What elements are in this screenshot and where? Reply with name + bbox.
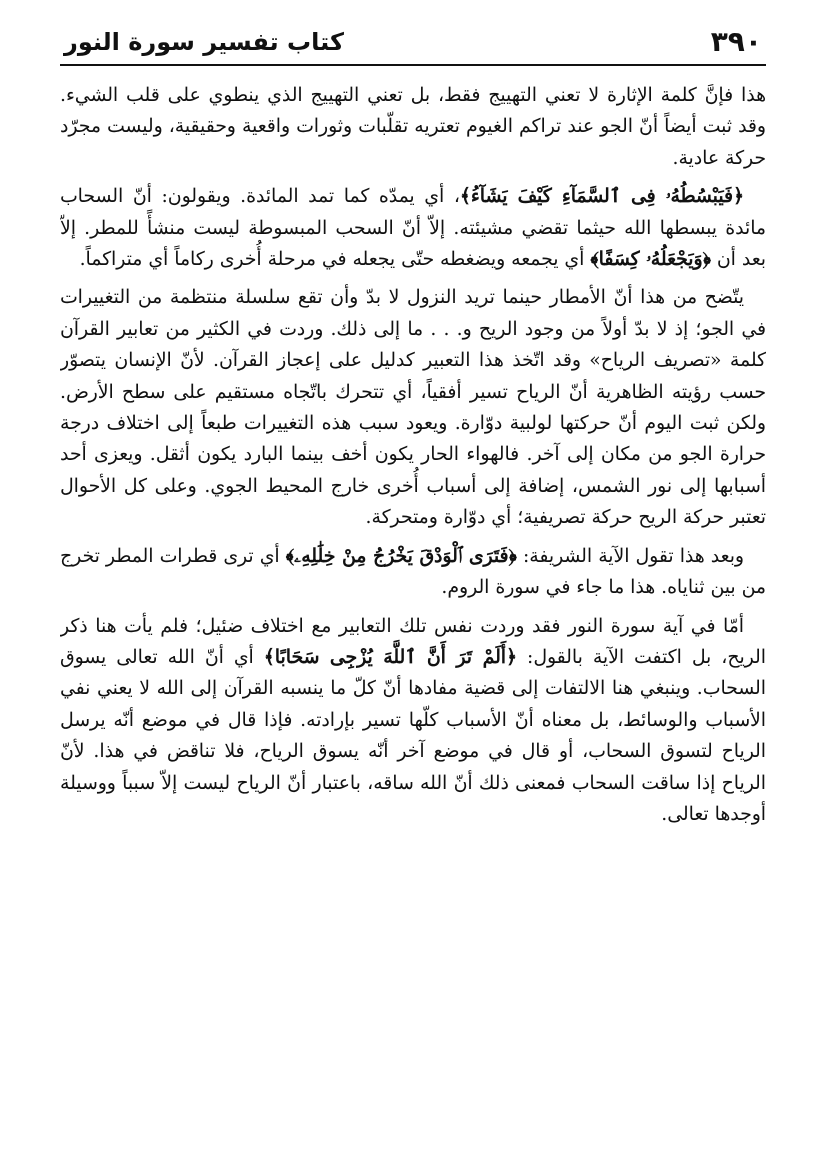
paragraph [60,181,766,275]
page-number: ٣٩٠ [710,25,762,58]
page-header [60,22,766,64]
paragraph [60,80,766,174]
quran-verse: ﴿أَلَمْ تَرَ أَنَّ ٱللَّهَ يُزْجِى سَحَابًا﴾ [263,645,518,668]
header-rule [60,64,766,66]
quran-verse: ﴿فَيَبْسُطُهُۥ فِى ٱلسَّمَآءِ كَيْفَ يَشَآءُ﴾ [459,185,745,208]
quran-verse: ﴿فَتَرَى ٱلْوَدْقَ يَخْرُجُ مِنْ خِلَٰلِهِۦ﴾ [285,544,517,567]
book-title: كتاب تفسير سورة النور [64,28,344,56]
paragraph-text: ، أي يمدّه كما تمد المائدة. ويقولون: أنّ السحاب مائدة يبسطها الله حيثما تقضي مشيئته. إلاّ أنّ السحب المبسوطة ليست منشأً للمطر. إلاّ بعد أن [60,186,766,271]
quran-verse: ﴿وَيَجْعَلُهُۥ كِسَفًا﴾ [590,248,711,271]
paragraph-text: وبعد هذا تقول الآية الشريفة: [516,545,744,567]
body-text [60,80,766,830]
paragraph-text: يتّضح من هذا أنّ الأمطار حينما تريد النزول لا بدّ وأن تقع سلسلة منتظمة من التغييرات في الجو؛ إذ لا بدّ أولاً من وجود الريح و. . . ما إلى ذلك. وردت في الكثير من تعابير القرآن كلمة «تصريف الرياح» وقد اتّخذ هذا التعبير كدليل على إعجاز القرآن. لأنّ الإنسان يتصوّر حسب رؤيته الظاهرية أنّ الرياح تسير أفقياً، أي تتحرك باتّجاه مستقيم على سطح الأرض. ولكن ثبت اليوم أنّ حركتها لولبية دوّارة. ويعود سبب هذه التغييرات طبعاً إلى اختلاف درجة حرارة الجو من مكان إلى آخر. فالهواء الحار يكون أخف بينما البارد يكون أثقل. ويعزى أحد أسبابها إلى نور الشمس، إضافة إلى أسباب أُخرى خارج المحيط الجوي. وعلى كل الأحوال تعتبر حركة الريح حركة تصريفية؛ أي دوّارة ومتحركة. [60,287,766,529]
paragraph [60,541,766,604]
paragraph-text: أي يجمعه ويضغطه حتّى يجعله في مرحلة أُخرى ركاماً أي متراكماً. [79,249,591,271]
book-page [60,22,766,1132]
paragraph [60,282,766,533]
paragraph-text: هذا فإنَّ كلمة الإثارة لا تعني التهييج فقط، بل تعني التهييج الذي ينطوي على قلب الشيء. وقد ثبت أيضاً أنّ الجو عند تراكم الغيوم تعتريه تقلّبات وثورات واقعية وحقيقية، وليست مجرّد حركة عادية. [60,85,766,169]
paragraph-text: أمّا في آية سورة النور فقد وردت نفس تلك التعابير مع اختلاف ضئيل؛ فلم يأت هنا ذكر الريح، بل اكتفت الآية بالقول: [60,615,766,668]
paragraph-text: أي أنّ الله تعالى يسوق السحاب. وينبغي هنا الالتفات إلى قضية مفادها أنّ كلّ ما ينسبه القرآن إلى الله لا يعني نفي الأسباب والوسائط، بل معناه أنّ الأسباب كلّها تسير بإرادته. فإذا قال في موضع أنّه يرسل الرياح لتسوق السحاب، أو قال في موضع آخر أنّه يسوق الرياح، فلا تناقض في هذا. لأنّ الرياح إذا ساقت السحاب فمعنى ذلك أنّ الله ساقه، باعتبار أنّ الرياح ليست إلاّ سبباً ووسيلة أوجدها تعالى. [60,646,766,825]
paragraph [60,611,766,831]
paragraph-text: أي ترى قطرات المطر تخرج من بين ثناياه. هذا ما جاء في سورة الروم. [60,545,766,599]
